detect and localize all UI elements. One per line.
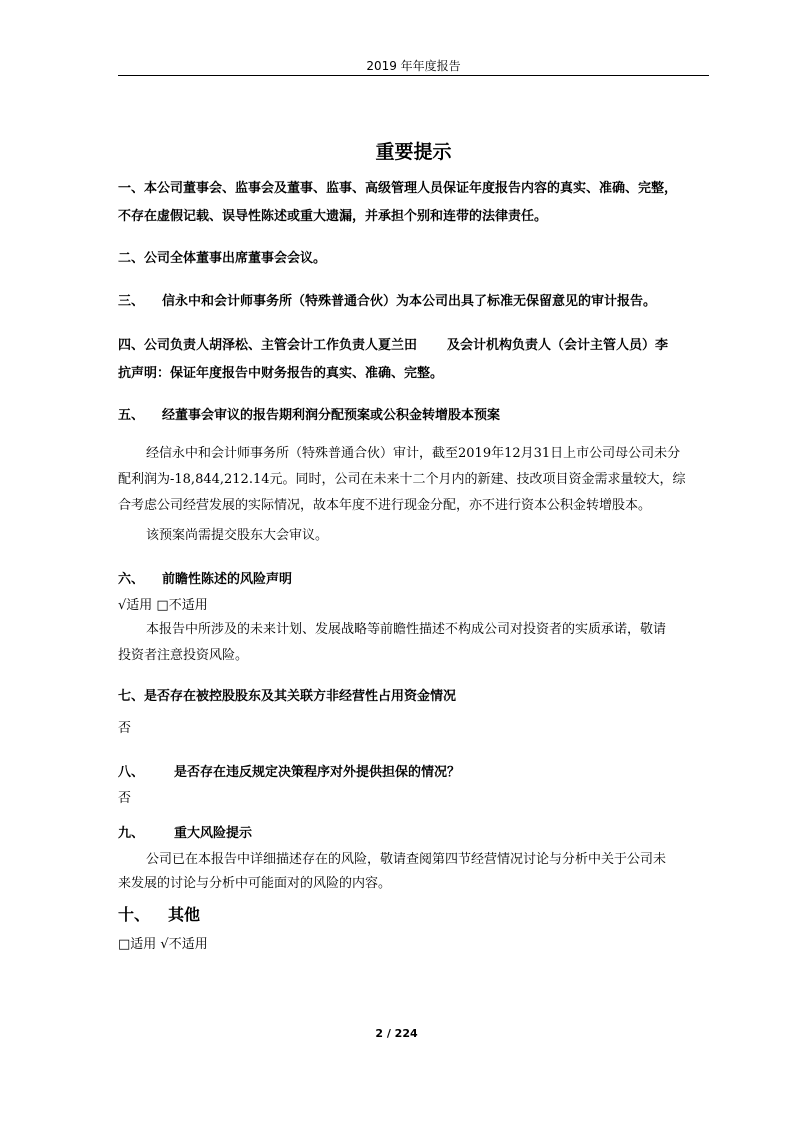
item-5-paragraph-line-2: 配利润为-18,844,212.14元。同时，公司在未来十二个月内的新建、技改项目资金需求量较大，综 [118,472,686,487]
item-1-line-1: 一、本公司董事会、监事会及董事、监事、高级管理人员保证年度报告内容的真实、准确、完整， [118,181,678,196]
item-4-text-b: 及会计机构负责人（会计主管人员）李 [447,338,669,353]
item-5-note: 该预案尚需提交股东大会审议。 [146,528,329,543]
item-6-heading [118,566,713,594]
page-header: 2019 年年度报告 [366,59,461,73]
item-5-number: 五、 [118,408,145,423]
item-10-heading [118,901,713,929]
item-8-text: 是否存在违反规定决策程序对外提供担保的情况？ [174,765,461,780]
page-number: 2 / 224 [375,1027,418,1040]
item-3 [118,288,713,316]
item-9-heading [118,820,713,848]
item-7: 七、是否存在被控股股东及其关联方非经营性占用资金情况 [118,689,457,704]
item-8-heading [118,759,713,787]
page-title: 重要提示 [375,141,452,163]
item-1-line-2: 不存在虚假记载、误导性陈述或重大遗漏，并承担个别和连带的法律责任。 [118,209,548,224]
item-4-line-1 [118,332,713,360]
item-3-number: 三、 [118,294,145,309]
item-8-number: 八、 [118,765,145,780]
item-6-paragraph-line-2: 投资者注意投资风险。 [118,648,249,663]
item-5-paragraph-line-1: 经信永中和会计师事务所（特殊普通合伙）审计，截至2019年12月31日上市公司母公司未分 [146,446,681,461]
item-5-heading [118,402,713,430]
item-5-text: 经董事会审议的报告期利润分配预案或公积金转增股本预案 [162,408,501,423]
item-10-applicability: □适用 √不适用 [118,937,208,952]
item-9-paragraph-line-1: 公司已在本报告中详细描述存在的风险，敬请查阅第四节经营情况讨论与分析中关于公司未 [146,852,667,867]
item-6-paragraph-line-1: 本报告中所涉及的未来计划、发展战略等前瞻性描述不构成公司对投资者的实质承诺，敬请 [146,622,667,637]
item-4-line-2: 抗声明：保证年度报告中财务报告的真实、准确、完整。 [118,366,444,381]
item-8-answer: 否 [118,791,132,806]
item-9-text: 重大风险提示 [174,826,253,841]
item-6-number: 六、 [118,572,145,587]
item-4-text-a: 四、公司负责人胡泽松、主管会计工作负责人夏兰田 [118,338,418,353]
item-2: 二、公司全体董事出席董事会会议。 [118,251,327,266]
header-divider [118,75,709,76]
item-10-text: 其他 [168,905,201,924]
item-7-answer: 否 [118,721,132,736]
item-6-text: 前瞻性陈述的风险声明 [162,572,293,587]
item-5-paragraph-line-3: 合考虑公司经营发展的实际情况，故本年度不进行现金分配，亦不进行资本公积金转增股本。 [118,498,652,513]
item-10-number: 十、 [118,905,151,924]
item-3-text: 信永中和会计师事务所（特殊普通合伙）为本公司出具了标准无保留意见的审计报告。 [162,294,657,309]
item-9-number: 九、 [118,826,145,841]
item-9-paragraph-line-2: 来发展的讨论与分析中可能面对的风险的内容。 [118,876,392,891]
item-6-applicability: √适用 □不适用 [118,598,208,613]
